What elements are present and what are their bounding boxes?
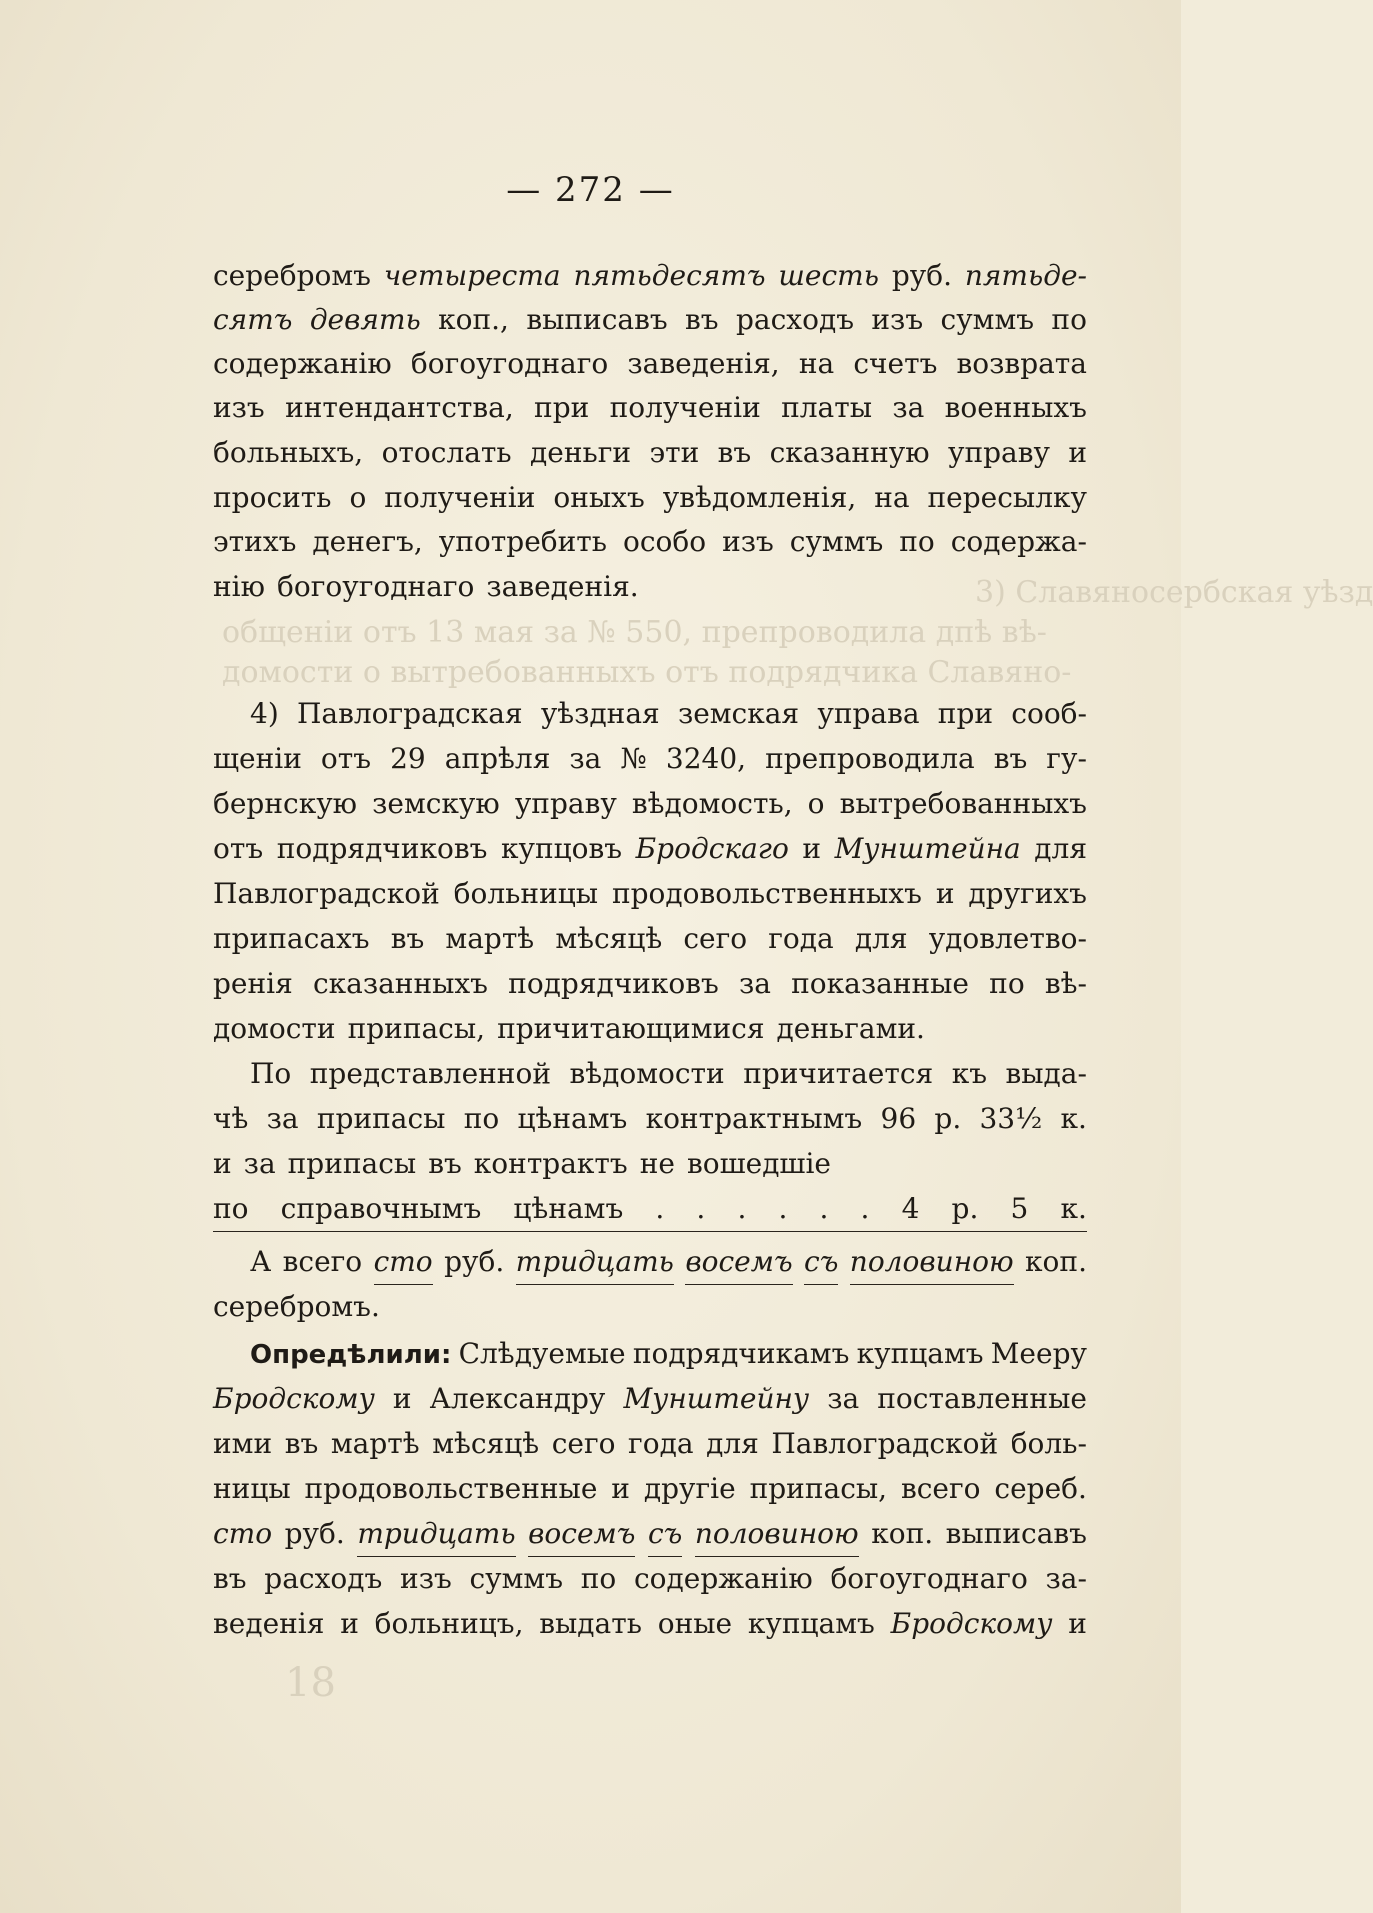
word: Бродскому bbox=[213, 1382, 375, 1415]
word: вѣдомость, bbox=[631, 787, 793, 820]
word: года bbox=[768, 922, 834, 955]
word: сказанныхъ bbox=[312, 967, 488, 1000]
text-line bbox=[213, 1097, 1087, 1141]
word: подрядчикамъ bbox=[632, 1337, 850, 1370]
word: сего bbox=[683, 922, 748, 955]
text-line bbox=[213, 827, 1087, 871]
resolution-label: Опредѣлили: bbox=[250, 1340, 452, 1370]
word: цѣнамъ bbox=[513, 1192, 624, 1225]
word: гу- bbox=[1046, 742, 1087, 775]
word: № bbox=[620, 742, 647, 775]
bleed-through-page-number: 18 bbox=[285, 1660, 336, 1706]
word: апрѣля bbox=[444, 742, 551, 775]
word: полученіи bbox=[609, 391, 761, 424]
word: уѣздная bbox=[540, 697, 660, 730]
word: Павлоградской bbox=[771, 1427, 999, 1460]
word: за bbox=[266, 1102, 299, 1135]
word: больныхъ, bbox=[213, 436, 364, 469]
word: въ bbox=[993, 742, 1028, 775]
text-line bbox=[213, 1467, 1087, 1511]
word: отослать bbox=[381, 436, 512, 469]
word: управу bbox=[947, 436, 1050, 469]
word: . bbox=[655, 1192, 665, 1225]
word: руб. bbox=[891, 259, 952, 292]
word: по bbox=[899, 525, 935, 558]
word: щеніи bbox=[213, 742, 302, 775]
word: Павлоградская bbox=[296, 697, 523, 730]
word: особо bbox=[622, 525, 707, 558]
word: отъ bbox=[213, 832, 264, 865]
word: военныхъ bbox=[944, 391, 1087, 424]
word: продовольственные bbox=[304, 1472, 598, 1505]
word: Бродскаго bbox=[635, 832, 789, 865]
word: вытребованныхъ bbox=[839, 787, 1087, 820]
word: при bbox=[937, 697, 994, 730]
word: содержа- bbox=[950, 525, 1087, 558]
word: при bbox=[534, 391, 590, 424]
word: коп. bbox=[1025, 1245, 1087, 1278]
word: серебромъ bbox=[213, 259, 371, 292]
word: расходъ bbox=[736, 303, 855, 336]
word: въ bbox=[390, 922, 425, 955]
word: управа bbox=[817, 697, 920, 730]
word: бернскую bbox=[213, 787, 358, 820]
word: и bbox=[1068, 436, 1087, 469]
word: въ bbox=[685, 303, 719, 336]
word: оныхъ bbox=[553, 481, 645, 514]
word: серебромъ. bbox=[213, 1290, 380, 1323]
word: вошедшіе bbox=[686, 1147, 831, 1180]
word: въ bbox=[213, 1562, 247, 1595]
word: мартѣ bbox=[445, 922, 535, 955]
text-line bbox=[213, 565, 1087, 609]
word: 5 bbox=[1010, 1192, 1029, 1225]
word: интендантства, bbox=[285, 391, 514, 424]
word: оные bbox=[657, 1607, 733, 1640]
word: для bbox=[1034, 832, 1087, 865]
word: 4 bbox=[901, 1192, 920, 1225]
text-line bbox=[213, 476, 1087, 520]
text-line bbox=[213, 872, 1087, 916]
word: всего bbox=[282, 1245, 363, 1278]
word: за- bbox=[1045, 1562, 1087, 1595]
word: поставленные bbox=[877, 1382, 1087, 1415]
word: вѣдомости bbox=[569, 1057, 725, 1090]
word: выписавъ bbox=[945, 1517, 1087, 1550]
word: всего bbox=[900, 1472, 981, 1505]
word: за bbox=[739, 967, 771, 1000]
word: и bbox=[392, 1382, 412, 1415]
word: заведенія, bbox=[627, 347, 780, 380]
word: управу bbox=[514, 787, 617, 820]
word: къ bbox=[951, 1057, 988, 1090]
word: и bbox=[802, 832, 822, 865]
word: по bbox=[989, 967, 1025, 1000]
word: препроводила bbox=[765, 742, 975, 775]
word: расходъ bbox=[264, 1562, 383, 1595]
word: эти bbox=[649, 436, 700, 469]
word: купцамъ bbox=[747, 1607, 875, 1640]
word: по bbox=[580, 1562, 617, 1595]
word: руб. bbox=[284, 1517, 345, 1550]
word: пересылку bbox=[927, 481, 1087, 514]
word: богоугоднаго bbox=[830, 1562, 1028, 1595]
text-line bbox=[213, 298, 1087, 342]
word: пятьдесятъ bbox=[573, 259, 766, 292]
word: суммъ bbox=[789, 525, 884, 558]
word: за bbox=[892, 391, 925, 424]
word: половиною bbox=[695, 1512, 859, 1557]
word: другихъ bbox=[968, 877, 1087, 910]
word: тридцать bbox=[357, 1512, 515, 1557]
word: деньгами. bbox=[776, 1012, 925, 1045]
text-line bbox=[213, 520, 1087, 564]
word: просить bbox=[213, 481, 332, 514]
word: богоугоднаго bbox=[410, 347, 609, 380]
word: причитающимися bbox=[497, 1012, 765, 1045]
word: выда- bbox=[1005, 1057, 1087, 1090]
word: справочнымъ bbox=[280, 1192, 482, 1225]
word: деньги bbox=[530, 436, 632, 469]
text-line bbox=[213, 1285, 1087, 1329]
word: четыреста bbox=[383, 259, 561, 292]
word: по bbox=[463, 1102, 500, 1135]
text-line bbox=[213, 1240, 1087, 1284]
word: суммъ bbox=[469, 1562, 564, 1595]
word: восемъ bbox=[685, 1240, 792, 1285]
word: выписавъ bbox=[526, 303, 668, 336]
word: содержанію bbox=[634, 1562, 813, 1595]
text-line bbox=[213, 386, 1087, 430]
word: тридцать bbox=[516, 1240, 674, 1285]
word: увѣдомленія, bbox=[662, 481, 857, 514]
word: купцовъ bbox=[500, 832, 623, 865]
word: купцамъ bbox=[856, 1337, 984, 1370]
word: А bbox=[250, 1245, 272, 1278]
word: отъ bbox=[320, 742, 372, 775]
word: причитается bbox=[743, 1057, 934, 1090]
word: изъ bbox=[722, 525, 774, 558]
text-line-sum bbox=[213, 1187, 1087, 1232]
word: 96 bbox=[880, 1102, 917, 1135]
text-line bbox=[213, 917, 1087, 961]
text-line bbox=[213, 1377, 1087, 1421]
word: показанные bbox=[791, 967, 969, 1000]
word: вѣ- bbox=[1044, 967, 1087, 1000]
word: Бродскому bbox=[890, 1607, 1053, 1640]
word: 4) bbox=[250, 697, 279, 730]
word: года bbox=[628, 1427, 694, 1460]
word: Мунштейну bbox=[623, 1382, 810, 1415]
word: припасы bbox=[316, 1102, 446, 1135]
word: 29 bbox=[390, 742, 426, 775]
word: Александру bbox=[429, 1382, 606, 1415]
text-line bbox=[213, 1007, 1087, 1051]
word: сего bbox=[551, 1427, 616, 1460]
word: 33½ bbox=[979, 1102, 1043, 1135]
text-line bbox=[213, 1052, 1087, 1096]
word: припасы, bbox=[347, 1012, 486, 1045]
word: коп., bbox=[438, 303, 509, 336]
word: сто bbox=[213, 1517, 273, 1550]
word: Слѣдуемые bbox=[458, 1337, 626, 1370]
bleed-through-text: 3) Славяносербская уѣзд bbox=[975, 575, 1373, 610]
word: въ bbox=[717, 436, 752, 469]
word: счетъ bbox=[853, 347, 938, 380]
word: не bbox=[639, 1147, 675, 1180]
bleed-through-text: домости о вытребованныхъ отъ подрядчика Славяно- bbox=[222, 655, 1072, 690]
word: боль- bbox=[1010, 1427, 1087, 1460]
word: Мееру bbox=[990, 1337, 1087, 1370]
word: возврата bbox=[956, 347, 1087, 380]
word: за bbox=[243, 1147, 276, 1180]
text-line bbox=[213, 1422, 1087, 1466]
word: представленной bbox=[309, 1057, 551, 1090]
text-line bbox=[213, 737, 1087, 781]
text-line bbox=[213, 1557, 1087, 1601]
word: чѣ bbox=[213, 1102, 249, 1135]
word: и bbox=[340, 1607, 359, 1640]
word: въ bbox=[428, 1147, 462, 1180]
word: восемъ bbox=[528, 1512, 635, 1557]
word: больницы bbox=[453, 877, 599, 910]
word: контрактнымъ bbox=[645, 1102, 863, 1135]
word: Павлоградской bbox=[213, 877, 440, 910]
word: пятьде- bbox=[964, 259, 1087, 292]
word: ренія bbox=[213, 967, 293, 1000]
word: богоугоднаго bbox=[277, 570, 475, 603]
word: въ bbox=[284, 1427, 319, 1460]
word: мѣсяцѣ bbox=[432, 1427, 540, 1460]
word: . bbox=[778, 1192, 788, 1225]
word: для bbox=[706, 1427, 759, 1460]
word: денегъ, bbox=[312, 525, 423, 558]
word: на bbox=[874, 481, 910, 514]
bleed-through-text: общеніи отъ 13 мая за № 550, препроводила дпѣ вѣ- bbox=[222, 615, 1047, 650]
word: удовлетво- bbox=[928, 922, 1087, 955]
word: . bbox=[860, 1192, 870, 1225]
word: к. bbox=[1060, 1102, 1087, 1135]
word: мартѣ bbox=[330, 1427, 420, 1460]
text-line bbox=[213, 1142, 1087, 1186]
word: сооб- bbox=[1011, 697, 1087, 730]
word: сереб. bbox=[994, 1472, 1087, 1505]
word: припасы bbox=[287, 1147, 417, 1180]
word: ими bbox=[213, 1427, 273, 1460]
word: шесть bbox=[778, 259, 879, 292]
word: сказанную bbox=[769, 436, 930, 469]
text-line bbox=[213, 1512, 1087, 1556]
word: подрядчиковъ bbox=[276, 832, 488, 865]
word: больницъ, bbox=[374, 1607, 524, 1640]
word: земскую bbox=[372, 787, 500, 820]
text-line bbox=[213, 254, 1087, 298]
word: о bbox=[807, 787, 825, 820]
word: для bbox=[854, 922, 908, 955]
word: за bbox=[569, 742, 602, 775]
word: по bbox=[1051, 303, 1087, 336]
word: 3240, bbox=[665, 742, 747, 775]
word: употребить bbox=[438, 525, 608, 558]
word: и bbox=[1068, 1607, 1087, 1640]
word: По bbox=[250, 1057, 292, 1090]
text-line bbox=[213, 692, 1087, 736]
word: девять bbox=[309, 303, 421, 336]
word: коп. bbox=[871, 1517, 934, 1550]
word: суммъ bbox=[940, 303, 1035, 336]
word: веденія bbox=[213, 1607, 325, 1640]
word: половиною bbox=[850, 1240, 1014, 1285]
word: съ bbox=[804, 1240, 838, 1285]
word: нію bbox=[213, 570, 265, 603]
word: земская bbox=[677, 697, 800, 730]
word: изъ bbox=[213, 391, 265, 424]
word: р. bbox=[934, 1102, 962, 1135]
word: . bbox=[696, 1192, 706, 1225]
word: ницы bbox=[213, 1472, 291, 1505]
text-line bbox=[213, 782, 1087, 826]
word: и bbox=[935, 877, 955, 910]
word: этихъ bbox=[213, 525, 297, 558]
page-number: — 272 — bbox=[506, 170, 675, 210]
word: . bbox=[737, 1192, 747, 1225]
word: по bbox=[213, 1192, 249, 1225]
word: за bbox=[827, 1382, 860, 1415]
word: и bbox=[213, 1147, 232, 1180]
word: р. bbox=[951, 1192, 979, 1225]
word: . bbox=[819, 1192, 829, 1225]
word: на bbox=[798, 347, 835, 380]
word: выдать bbox=[539, 1607, 642, 1640]
text-line bbox=[213, 342, 1087, 386]
word: сятъ bbox=[213, 303, 293, 336]
word: заведенія. bbox=[486, 570, 639, 603]
word: припасы, bbox=[749, 1472, 888, 1505]
word: подрядчиковъ bbox=[508, 967, 719, 1000]
word: продовольственныхъ bbox=[611, 877, 922, 910]
word: руб. bbox=[444, 1245, 505, 1278]
word: домости bbox=[213, 1012, 336, 1045]
word: изъ bbox=[400, 1562, 452, 1595]
word: Мунштейна bbox=[834, 832, 1021, 865]
text-line bbox=[213, 962, 1087, 1006]
word: о bbox=[349, 481, 367, 514]
word: содержанію bbox=[213, 347, 392, 380]
word: мѣсяцѣ bbox=[555, 922, 663, 955]
word: цѣнамъ bbox=[517, 1102, 628, 1135]
word: к. bbox=[1060, 1192, 1087, 1225]
word: полученіи bbox=[384, 481, 536, 514]
word: съ bbox=[648, 1512, 682, 1557]
word: другіе bbox=[643, 1472, 736, 1505]
text-line bbox=[213, 1602, 1087, 1646]
word: сто bbox=[374, 1240, 433, 1285]
word: припасахъ bbox=[213, 922, 370, 955]
text-line bbox=[213, 431, 1087, 475]
word: и bbox=[611, 1472, 630, 1505]
word: контрактъ bbox=[473, 1147, 628, 1180]
word: платы bbox=[781, 391, 872, 424]
text-line bbox=[213, 1332, 1087, 1376]
word: изъ bbox=[871, 303, 924, 336]
